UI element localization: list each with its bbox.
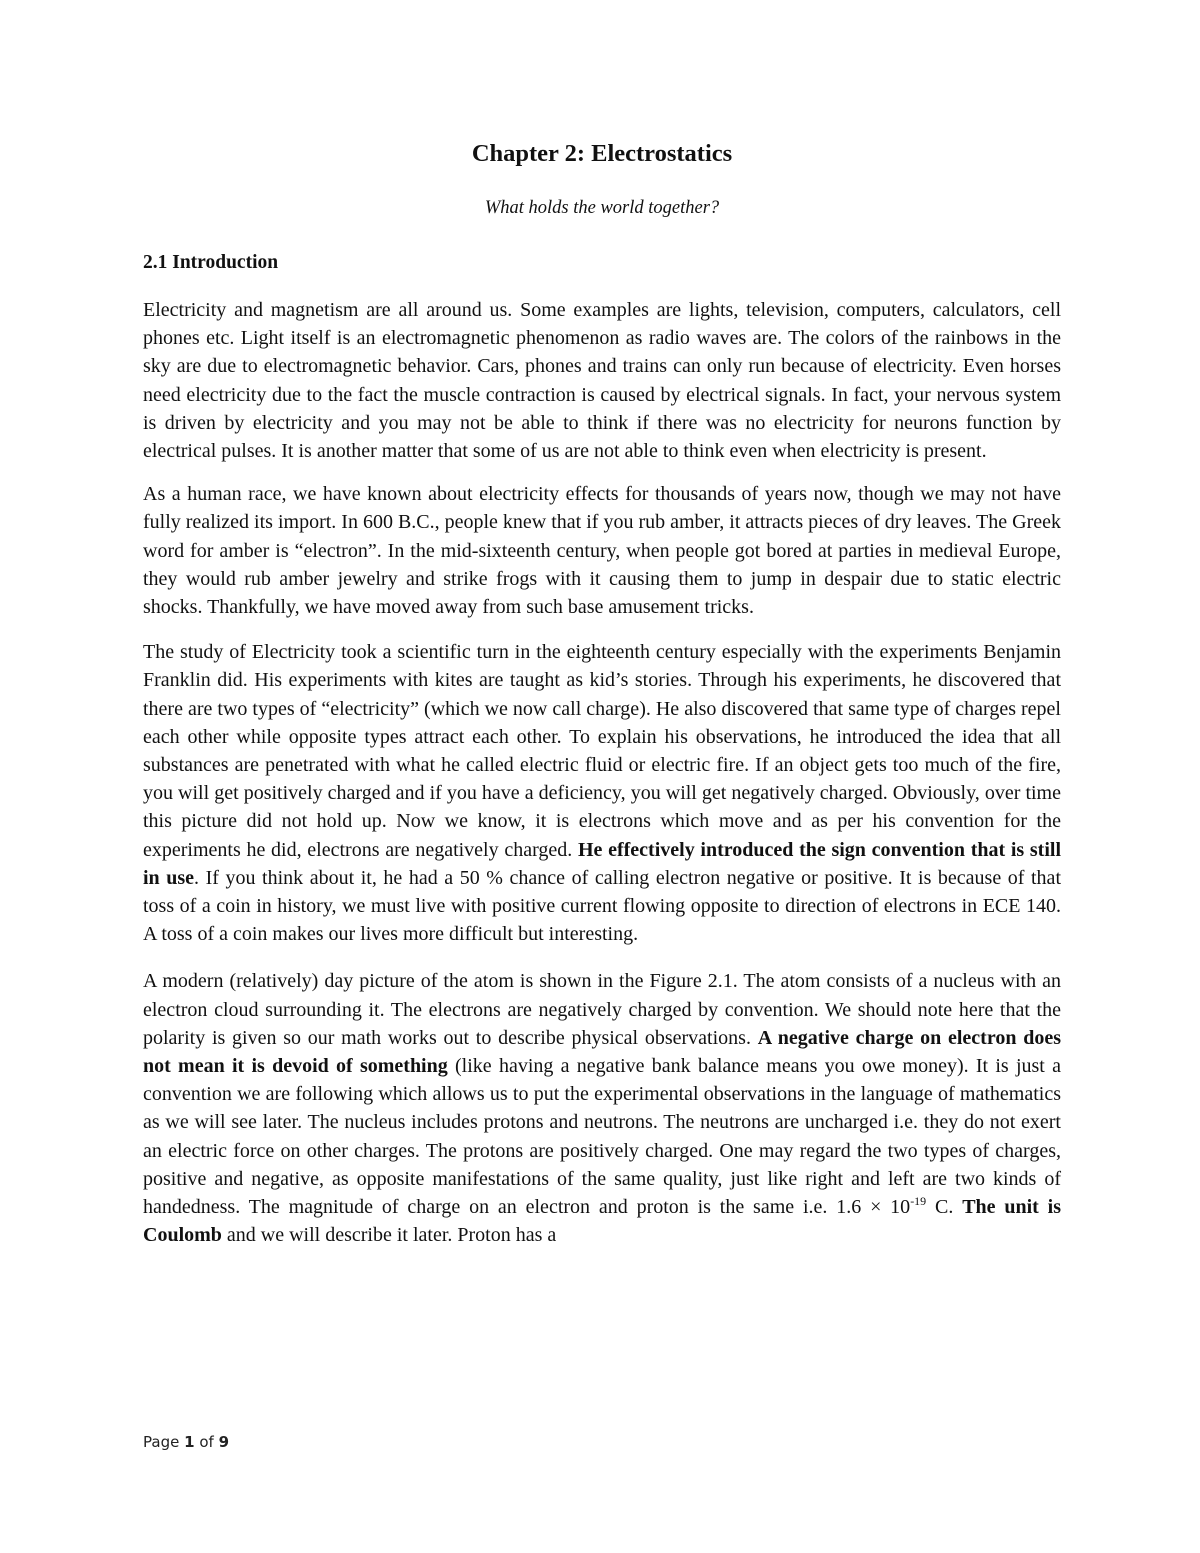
chapter-title: Chapter 2: Electrostatics xyxy=(471,140,733,167)
total-pages: 9 xyxy=(218,1433,230,1451)
bold-emphasis: The unit is Coulomb xyxy=(143,1196,1061,1247)
exponent: -19 xyxy=(910,1194,927,1209)
page-number: 1 xyxy=(184,1433,195,1451)
document-page xyxy=(143,128,1061,1250)
paragraph-franklin xyxy=(143,638,1061,948)
paragraph-text: (like having a negative bank balance means you owe money). It is just a convention we are following which allows us to put the experimental observations in the language of mathematics as we will see later. The nucleus includes protons and neutrons. The neutrons are uncharged i.e. they do not exert an electric force on other charges. The protons are positively charged. One may regard the two types of charges, positive and negative, as opposite manifestations of the same quality, just like right and left are two kinds of handedness. The magnitude of charge on an electron and proton is the same i.e. 1.6 × 10 xyxy=(143,1055,1062,1219)
of-label: of xyxy=(199,1433,214,1451)
paragraph-history-amber: As a human race, we have known about electricity effects for thousands of years now, though we may not have fully realized its import. In 600 B.C., people knew that if you rub amber, it attracts pieces of dry leaves. The Greek word for amber is “electron”. In the mid-sixteenth century, when people got bored at parties in medieval Europe, they would rub amber jewelry and strike frogs with it causing them to jump in despair due to static electric shocks. Thankfully, we have moved away from such base amusement tricks. xyxy=(143,483,1061,619)
paragraph-text: . If you think about it, he had a 50 % chance of calling electron negative or positive. It is because of that toss of a coin in history, we must live with positive current flowing opposite to direction of electrons in ECE 140. A toss of a coin makes our lives more difficult but interesting. xyxy=(143,866,1061,946)
page-footer xyxy=(143,1432,229,1452)
paragraph-text: The study of Electricity took a scientific turn in the eighteenth century especially with the experiments Benjamin Franklin did. His experiments with kites are taught as kid’s stories. Through his experiments, he discovered that there are two types of “electricity” (which we now call charge). He also discovered that same type of charges repel each other while opposite types attract each other. To explain his observations, he introduced the idea that all substances are penetrated with what he called electric fluid or electric fire. If an object gets too much of the fire, you will get positively charged and if you have a deficiency, you will get negatively charged. Obviously, over time this picture did not hold up. Now we know, it is electrons which move and as per his convention for the experiments he did, electrons are negatively charged. xyxy=(143,641,1061,861)
paragraph-text: A modern (relatively) day picture of the atom is shown in the Figure 2.1. The atom consists of a nucleus with an electron cloud surrounding it. The electrons are negatively charged by convention. We should note here that the polarity is given so our math works out to describe physical observations. xyxy=(143,970,1061,1049)
paragraph-atom xyxy=(143,967,1061,1249)
paragraph-text: C. xyxy=(926,1196,963,1219)
paragraph-text: and we will describe it later. Proton has a xyxy=(221,1224,557,1247)
page-label: Page xyxy=(143,1433,180,1451)
chapter-subtitle: What holds the world together? xyxy=(484,198,720,218)
bold-emphasis: A negative charge on electron does not mean it is devoid of something xyxy=(143,1026,1061,1078)
section-heading: 2.1 Introduction xyxy=(143,252,279,273)
bold-emphasis: He effectively introduced the sign convention that is still in use xyxy=(143,838,1062,889)
paragraph-electricity-around-us: Electricity and magnetism are all around us. Some examples are lights, television, computers, calculators, cell phones etc. Light itself is an electromagnetic phenomenon as radio waves are. The colors of the rainbows in the sky are due to electromagnetic behavior. Cars, phones and trains can only run because of electricity. Even horses need electricity due to the fact the muscle contraction is caused by electrical signals. In fact, your nervous system is driven by electricity and you may not be able to think if there was no electricity for neurons function by electrical pulses. It is another matter that some of us are not able to think even when electricity is present. xyxy=(143,299,1061,463)
